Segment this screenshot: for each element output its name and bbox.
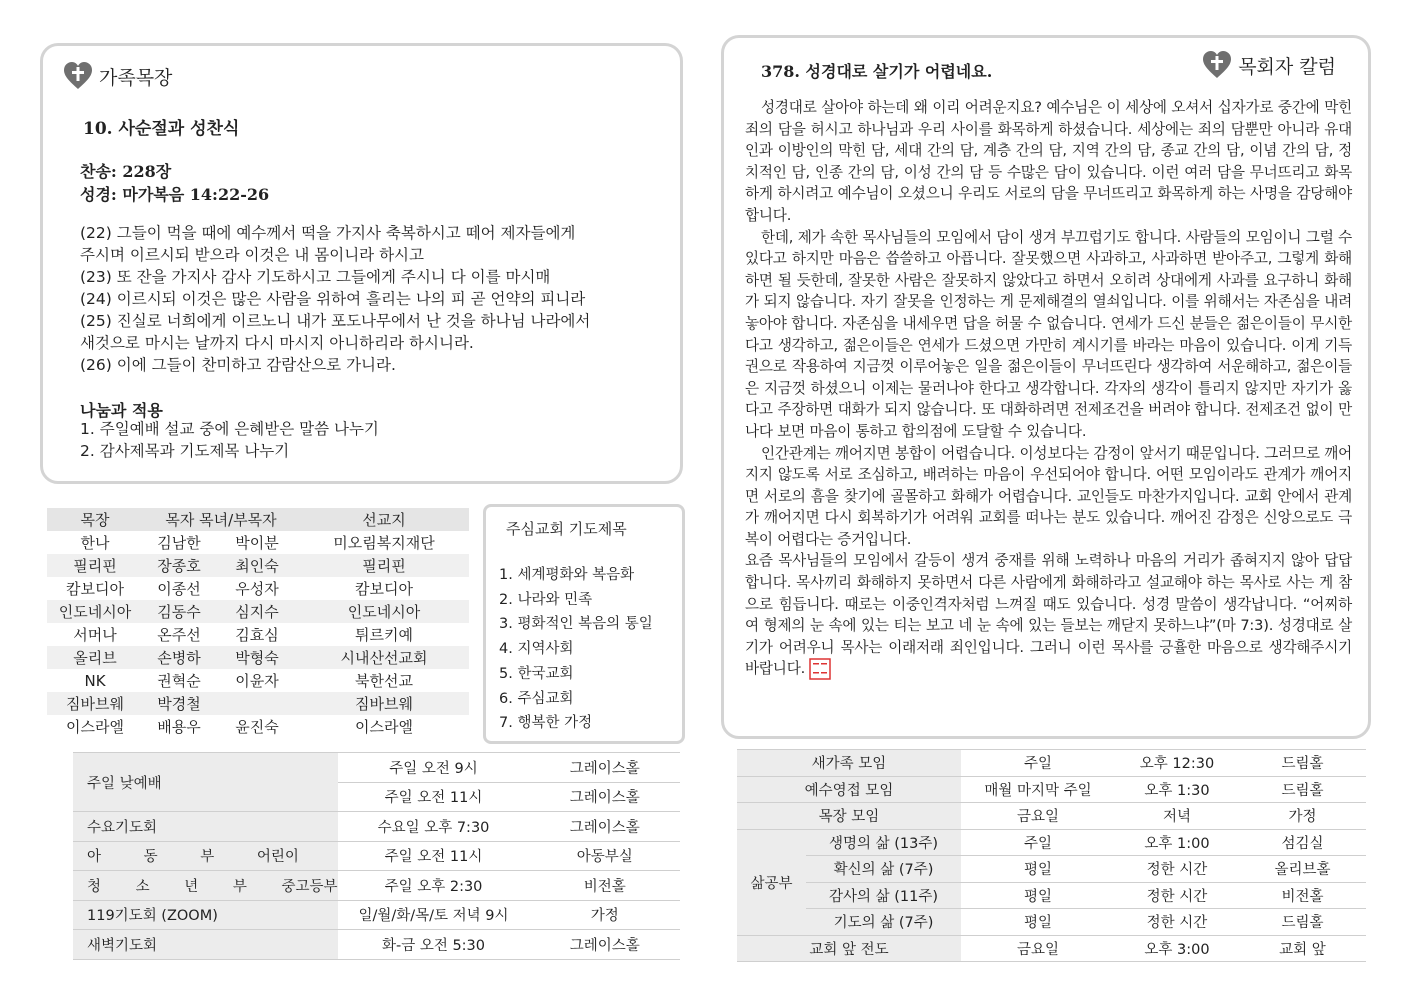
column-section-header [1202,50,1336,80]
cell: 최인숙 [215,554,299,577]
service-table [73,752,680,960]
column-paragraph: 인간관계는 깨어지면 봉합이 어렵습니다. 이성보다는 감정이 앞서기 때문입니다. 그러므로 깨어지지 않도록 서로 조심하고, 배려하는 마음이 우선되어야 합니다. 어떤 모임이라도 관계가 깨어지면 서로의 흠을 찾기에 골몰하고 화해가 어렵습니다. 교인들도 마찬가지입니다. 교회 안에서 관계가 깨어지면 다시 회복하기가 어려워 교회를 떠나는 분도 있습니다. 깨어진 감정은 신앙으로도 극복이 어렵다는 증거입니다. [745,444,1352,548]
cell: 생명의 삶 (13주) [806,829,961,856]
table-row [73,812,680,842]
cell: 권혁순 [157,672,201,690]
cell: 서머나 [73,626,117,644]
pastor-column [721,35,1371,739]
sharing-item: 2. 감사제목과 기도제목 나누기 [80,442,290,460]
heart-cross-icon [1202,50,1232,80]
prayer-item: 2. 나라와 민족 [499,591,593,608]
cell: 청 소 년 부 중고등부 [73,871,338,901]
table-row [737,856,1366,883]
cell: 섬김실 [1239,829,1366,856]
table-row [737,882,1366,909]
cell: 필리핀 [47,554,143,577]
cell: 기도의 삶 (7주) [806,909,961,936]
cell: 새벽기도회 [73,930,338,960]
cell: 시내산선교회 [299,646,469,669]
cell: 주일 오후 2:30 [338,871,530,901]
cell: 평일 [961,909,1115,936]
cell: 캄보디아 [66,580,124,598]
table-row [73,841,680,871]
column-paragraph: 한데, 제가 속한 목사님들의 모임에서 담이 생겨 부끄럽기도 합니다. 사람들의 모임이니 그럴 수 있다고 하지만 마음은 씁쓸하고 아픕니다. 잘못했으면 사과하고, 사과하면 받아주고, 그렇게 화해하면 될 듯한데, 잘못한 사람은 잘못하지 않았다고 하면서 오히려 상대에게 사과를 요구하니 화해가 되지 않습니다. 자기 잘못을 인정하는 게 문제해결의 열쇠입니다. 이를 위해서는 자존심을 내려놓아야 합니다. 자존심을 내세우면 답을 허물 수 없습니다. 연세가 드신 분들은 젊은이들이 무시한다고 생각하고, 젊은이들은 연세가 드셨으면 가만히 계시기를 바라는 마음이 있습니다. 이게 기득권으로 작용하여 지금껏 이루어놓은 일을 젊은이들이 무너뜨린다 생각하여 서운해하고, 젊은이들은 지금껏 하셨으니 이제는 물러나야 한다고 생각합니다. 각자의 생각이 틀리지 않지만 자기가 옳다고 주장하면 대화가 되지 않습니다. 또 대화하려면 전제조건을 버려야 합니다. 전제조건 없이 만나다 보면 마음이 통하고 합의점에 도달할 수 있습니다. [745,228,1352,440]
column-title: 378. 성경대로 살기가 어렵네요. [761,62,993,81]
cell: 수요기도회 [73,812,338,842]
cell: 감사의 삶 (11주) [806,882,961,909]
cell: 확신의 삶 (7주) [806,856,961,883]
hymn: 찬송: 228장 [80,162,172,181]
cell: 주일 오전 11시 [338,782,530,812]
cell: 수요일 오후 7:30 [338,812,530,842]
cell: 평일 [961,856,1115,883]
cell: 인도네시아 [299,600,469,623]
verse-22-cont: 주시며 이르시되 받으라 이것은 내 몸이니라 하시고 [80,246,424,264]
table-row [737,803,1366,830]
cell: 박이분 [235,534,279,552]
verse-25-cont: 새것으로 마시는 날까지 다시 마시지 아니하리라 하시니라. [80,334,474,352]
cell: 교회 앞 [1239,935,1366,962]
family-section [40,43,683,484]
cell: 드림홀 [1239,909,1366,936]
cell: 금요일 [961,803,1115,830]
cell: 캄보디아 [355,580,413,598]
prayer-item: 3. 평화적인 복음의 통일 [499,616,653,633]
cell: 이종선 [157,580,201,598]
verse-list [80,222,680,376]
table-row [47,600,469,623]
prayer-item: 4. 지역사회 [499,641,574,658]
cell: 오후 3:00 [1115,935,1239,962]
table-row [73,871,680,901]
table-row [47,692,469,715]
cell: 예수영접 모임 [737,776,961,803]
prayer-item: 1. 세계평화와 복음화 [499,567,635,583]
cell: 튀르키예 [355,626,413,644]
header-mokjang: 목장 [47,508,143,531]
verse-26: (26) 이에 그들이 찬미하고 감람산으로 가니라. [80,356,396,374]
cell: 박경철 [143,692,215,715]
column-paragraph: 성경대로 살아야 하는데 왜 이리 어려운지요? 예수님은 이 세상에 오셔서 십자가로 중간에 막힌 죄의 담을 허시고 하나님과 우리 사이를 화목하게 하셨습니다. 세상에는 죄의 담뿐만 아니라 유대인과 이방인의 막힌 담, 세대 간의 담, 계층 간의 담, 지역 간의 담, 종교 간의 담, 이념 간의 담, 정치적인 담, 인종 간의 담, 이성 간의 담 등 수많은 담이 있습니다. 이런 여러 담을 무너뜨리고 화목하게 하시려고 예수님이 오셨으니 우리도 서로의 담을 무너뜨리고 화목하게 하는 사명을 감당해야 합니다. [745,99,1352,224]
cell: 김동수 [143,600,215,623]
cell: 박형숙 [215,646,299,669]
cell: 목장 모임 [737,803,961,830]
cell: 우성자 [235,580,279,598]
cell: 심지수 [215,600,299,623]
prayer-item: 5. 한국교회 [499,665,574,682]
table-row [47,531,469,554]
cell: 이스라엘 [355,718,413,736]
verse-25: (25) 진실로 너희에게 이르노니 내가 포도나무에서 난 것을 하나님 나라에서 [80,312,591,330]
cell: 올리브 [47,646,143,669]
cell: 금요일 [961,935,1115,962]
column-paragraph: 요즘 목사님들의 모임에서 갈등이 생겨 중재를 위해 노력하나 마음의 거리가 좁혀지지 않아 답답합니다. 목사끼리 화해하지 못하면서 다른 사람에게 화해하라고 설교해야 하는 목사로 사는 게 참으로 힘듭니다. 때로는 이중인격자처럼 느껴질 때도 있습니다. 성경 말씀이 생각납니다. “어찌하여 형제의 눈 속에 있는 티는 보고 네 눈 속에 있는 들보는 깨닫지 못하느냐”(마 7:3). 성경대로 살기가 어려우니 목사는 이래저래 죄인입니다. 그러니 이런 목사를 긍휼한 마음으로 생각해주시기 바랍니다. [745,552,1352,678]
cell: 북한선교 [355,672,413,690]
table-row [737,776,1366,803]
cell: 오후 1:00 [1115,829,1239,856]
cell: 비전홀 [530,871,681,901]
cell: 드림홀 [1239,750,1366,777]
cell: 온주선 [157,626,201,644]
cell: 화-금 오전 5:30 [338,930,530,960]
cell: 저녁 [1115,803,1239,830]
cell: 비전홀 [1239,882,1366,909]
table-row [737,909,1366,936]
cell: 주일 [961,829,1115,856]
table-row [737,750,1366,777]
section-title: 목회자 칼럼 [1238,55,1336,78]
cell: 주일 오전 9시 [338,753,530,783]
cell: 정한 시간 [1115,882,1239,909]
table-row [737,935,1366,962]
cell: 그레이스홀 [530,782,681,812]
cell: 김효심 [235,626,279,644]
header-leaders: 목자 목녀/부목자 [143,508,299,531]
family-section-header [63,61,172,91]
prayer-item: 6. 주심교회 [499,690,574,707]
cell: 인도네시아 [47,600,143,623]
section-title: 가족목장 [99,66,173,89]
cell: 김남한 [157,534,201,552]
table-row [73,900,680,930]
scripture-ref: 성경: 마가복음 14:22-26 [80,185,270,204]
table-row [47,669,469,692]
study-label: 삶공부 [737,829,806,935]
cell: 아 동 부 어린이 [73,841,338,871]
cell: 교회 앞 전도 [737,935,961,962]
table-row [737,829,1366,856]
verse-23: (23) 또 잔을 가지사 감사 기도하시고 그들에게 주시니 다 이를 마시매 [80,268,551,286]
table-row [47,577,469,600]
cell: 가정 [530,900,681,930]
cell: 가정 [1239,803,1366,830]
cell: 필리핀 [299,554,469,577]
cell: 그레이스홀 [530,753,681,783]
cell: 이스라엘 [66,718,124,736]
sharing-title: 나눔과 적용 [80,401,163,420]
cell: 119기도회 (ZOOM) [73,900,338,930]
mokjang-table [47,508,469,738]
cell: 오후 12:30 [1115,750,1239,777]
cell: 짐바브웨 [299,692,469,715]
prayer-item: 7. 행복한 가정 [499,715,593,732]
schedule-table [737,749,1366,962]
cell: 짐바브웨 [47,692,143,715]
cell: 정한 시간 [1115,909,1239,936]
cell: 손병하 [143,646,215,669]
cell: 아동부실 [530,841,681,871]
prayer-title: 주심교회 기도제목 [506,520,627,538]
cell: 그레이스홀 [530,930,681,960]
cell: 장종호 [143,554,215,577]
cell: 윤진숙 [235,718,279,736]
cell: 그레이스홀 [530,812,681,842]
cell: 한나 [80,534,110,552]
cell: 새가족 모임 [737,750,961,777]
verse-24: (24) 이르시되 이것은 많은 사람을 위하여 흘리는 나의 피 곧 언약의 피니라 [80,290,586,308]
verse-22: (22) 그들이 먹을 때에 예수께서 떡을 가지사 축복하시고 떼어 제자들에게 [80,224,576,242]
table-row [47,646,469,669]
table-header-row [47,508,469,531]
cell: 주일 오전 11시 [338,841,530,871]
prayer-box [483,504,685,744]
lesson-title: 10. 사순절과 성찬식 [83,119,240,139]
sharing-item: 1. 주일예배 설교 중에 은혜받은 말씀 나누기 [80,420,379,438]
table-row [73,753,680,783]
prayer-list [499,563,653,736]
cell: 주일 [961,750,1115,777]
table-row [47,623,469,646]
header-mission: 선교지 [299,508,469,531]
sharing-list [80,418,379,462]
cell: NK [84,671,106,690]
cell: 오후 1:30 [1115,776,1239,803]
seal-stamp [809,658,831,680]
cell: 올리브홀 [1239,856,1366,883]
table-row [73,930,680,960]
cell: 매월 마지막 주일 [961,776,1115,803]
heart-cross-icon [63,61,93,91]
sunday-service-label: 주일 낮예배 [73,753,338,812]
cell: 평일 [961,882,1115,909]
cell: 배용우 [157,718,201,736]
cell: 일/월/화/목/토 저녁 9시 [338,900,530,930]
cell: 이윤자 [235,672,279,690]
table-row [47,715,469,738]
cell: 미오림복지재단 [333,534,435,552]
cell [215,692,299,715]
cell: 드림홀 [1239,776,1366,803]
cell: 정한 시간 [1115,856,1239,883]
table-row [47,554,469,577]
column-body [745,97,1352,680]
